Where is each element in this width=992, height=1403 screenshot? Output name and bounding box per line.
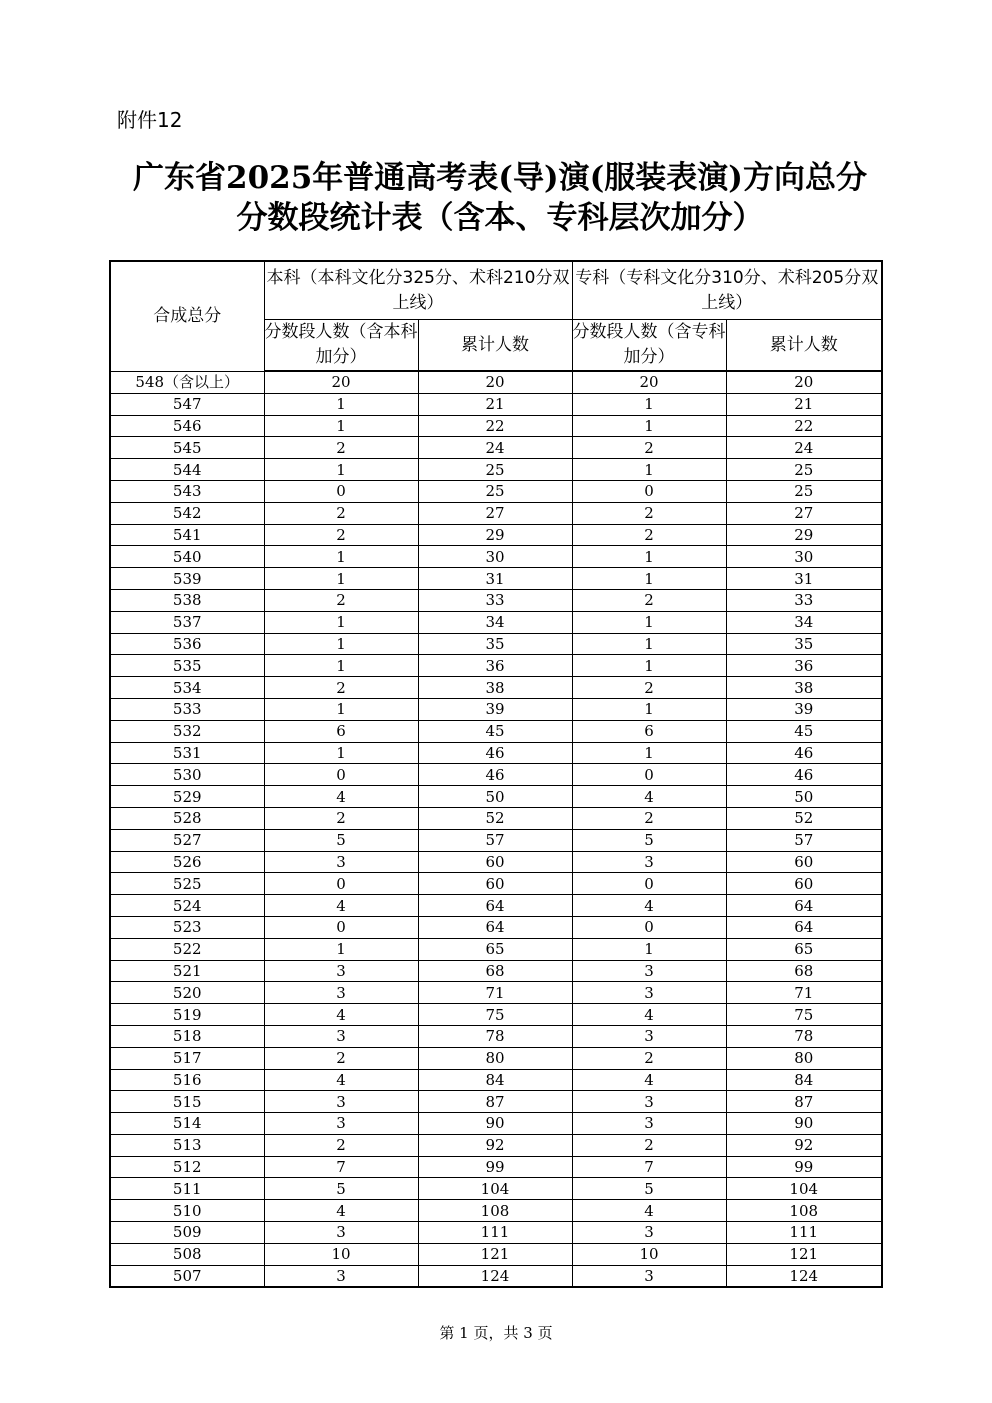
junior-cumulative-cell: 60 [726,873,882,895]
table-row [110,1178,882,1200]
score-cell: 536 [110,633,264,655]
undergrad-count-cell: 3 [264,1025,418,1047]
junior-cumulative-cell: 99 [726,1156,882,1178]
undergrad-count-cell: 4 [264,1200,418,1222]
undergrad-count-cell: 2 [264,524,418,546]
junior-count-cell: 4 [572,1004,726,1026]
junior-count-cell: 1 [572,415,726,437]
junior-cumulative-cell: 60 [726,851,882,873]
header-score: 合成总分 [110,261,264,371]
junior-cumulative-cell: 25 [726,459,882,481]
undergrad-count-cell: 2 [264,589,418,611]
undergrad-cumulative-cell: 80 [418,1047,572,1069]
junior-cumulative-cell: 121 [726,1243,882,1265]
junior-count-cell: 2 [572,524,726,546]
junior-cumulative-cell: 87 [726,1091,882,1113]
score-cell: 515 [110,1091,264,1113]
junior-count-cell: 3 [572,1222,726,1244]
score-cell: 521 [110,960,264,982]
undergrad-cumulative-cell: 84 [418,1069,572,1091]
table-row [110,1025,882,1047]
undergrad-count-cell: 1 [264,742,418,764]
undergrad-cumulative-cell: 45 [418,720,572,742]
junior-count-cell: 0 [572,480,726,502]
table-row [110,1243,882,1265]
junior-count-cell: 3 [572,1091,726,1113]
score-cell: 544 [110,459,264,481]
table-row [110,1200,882,1222]
score-cell: 542 [110,502,264,524]
junior-count-cell: 2 [572,502,726,524]
undergrad-cumulative-cell: 46 [418,764,572,786]
undergrad-cumulative-cell: 121 [418,1243,572,1265]
undergrad-count-cell: 4 [264,1004,418,1026]
undergrad-cumulative-cell: 21 [418,393,572,415]
table-row [110,633,882,655]
undergrad-cumulative-cell: 57 [418,829,572,851]
score-cell: 548（含以上） [110,371,264,393]
table-row [110,480,882,502]
score-cell: 522 [110,938,264,960]
junior-count-cell: 1 [572,546,726,568]
score-cell: 520 [110,982,264,1004]
score-cell: 532 [110,720,264,742]
table-row [110,437,882,459]
junior-count-cell: 2 [572,677,726,699]
header-undergrad-cumulative: 累计人数 [418,320,572,372]
score-cell: 531 [110,742,264,764]
junior-count-cell: 4 [572,786,726,808]
junior-count-cell: 1 [572,393,726,415]
junior-count-cell: 2 [572,437,726,459]
undergrad-count-cell: 2 [264,437,418,459]
undergrad-cumulative-cell: 104 [418,1178,572,1200]
junior-cumulative-cell: 124 [726,1265,882,1287]
table-row [110,1004,882,1026]
undergrad-count-cell: 1 [264,698,418,720]
undergrad-cumulative-cell: 27 [418,502,572,524]
undergrad-cumulative-cell: 92 [418,1134,572,1156]
score-cell: 537 [110,611,264,633]
junior-cumulative-cell: 38 [726,677,882,699]
undergrad-count-cell: 20 [264,371,418,393]
junior-cumulative-cell: 92 [726,1134,882,1156]
undergrad-cumulative-cell: 34 [418,611,572,633]
junior-count-cell: 1 [572,742,726,764]
undergrad-count-cell: 0 [264,873,418,895]
table-row [110,415,882,437]
junior-count-cell: 1 [572,938,726,960]
junior-count-cell: 0 [572,764,726,786]
junior-count-cell: 5 [572,829,726,851]
score-cell: 543 [110,480,264,502]
table-row [110,1091,882,1113]
junior-cumulative-cell: 64 [726,916,882,938]
junior-count-cell: 2 [572,807,726,829]
undergrad-count-cell: 3 [264,982,418,1004]
junior-count-cell: 2 [572,1047,726,1069]
junior-count-cell: 1 [572,633,726,655]
table-row [110,807,882,829]
junior-count-cell: 1 [572,698,726,720]
score-cell: 526 [110,851,264,873]
table-row [110,371,882,393]
junior-cumulative-cell: 84 [726,1069,882,1091]
junior-count-cell: 6 [572,720,726,742]
undergrad-count-cell: 1 [264,611,418,633]
undergrad-count-cell: 3 [264,1113,418,1135]
undergrad-cumulative-cell: 68 [418,960,572,982]
junior-count-cell: 4 [572,1200,726,1222]
undergrad-cumulative-cell: 111 [418,1222,572,1244]
undergrad-cumulative-cell: 29 [418,524,572,546]
header-junior-cumulative: 累计人数 [726,320,882,372]
undergrad-count-cell: 10 [264,1243,418,1265]
page-footer: 第 1 页，共 3 页 [439,1324,553,1342]
junior-cumulative-cell: 68 [726,960,882,982]
junior-count-cell: 0 [572,916,726,938]
undergrad-count-cell: 2 [264,677,418,699]
undergrad-count-cell: 3 [264,1265,418,1287]
title-line-1: 广东省2025年普通高考表(导)演(服装表演)方向总分 [133,160,867,196]
score-cell: 523 [110,916,264,938]
score-cell: 511 [110,1178,264,1200]
header-junior-count: 分数段人数（含专科加分） [572,320,726,372]
undergrad-cumulative-cell: 31 [418,568,572,590]
junior-cumulative-cell: 29 [726,524,882,546]
undergrad-count-cell: 6 [264,720,418,742]
table-row [110,568,882,590]
score-distribution-table [109,260,883,1288]
junior-cumulative-cell: 57 [726,829,882,851]
undergrad-count-cell: 1 [264,655,418,677]
undergrad-cumulative-cell: 24 [418,437,572,459]
undergrad-count-cell: 2 [264,1134,418,1156]
undergrad-count-cell: 0 [264,480,418,502]
attachment-label: 附件12 [117,108,183,132]
score-cell: 507 [110,1265,264,1287]
table-row [110,655,882,677]
undergrad-cumulative-cell: 60 [418,873,572,895]
junior-cumulative-cell: 30 [726,546,882,568]
undergrad-count-cell: 3 [264,851,418,873]
undergrad-count-cell: 1 [264,568,418,590]
junior-count-cell: 4 [572,1069,726,1091]
junior-count-cell: 1 [572,611,726,633]
score-cell: 509 [110,1222,264,1244]
table-row [110,982,882,1004]
undergrad-cumulative-cell: 25 [418,459,572,481]
undergrad-count-cell: 2 [264,807,418,829]
undergrad-cumulative-cell: 52 [418,807,572,829]
undergrad-count-cell: 0 [264,764,418,786]
undergrad-count-cell: 1 [264,393,418,415]
header-undergrad: 本科（本科文化分325分、术科210分双上线） [264,261,572,320]
junior-cumulative-cell: 22 [726,415,882,437]
undergrad-cumulative-cell: 38 [418,677,572,699]
junior-count-cell: 4 [572,895,726,917]
score-cell: 517 [110,1047,264,1069]
undergrad-cumulative-cell: 39 [418,698,572,720]
junior-cumulative-cell: 35 [726,633,882,655]
table-row [110,1156,882,1178]
score-cell: 540 [110,546,264,568]
junior-cumulative-cell: 52 [726,807,882,829]
undergrad-count-cell: 4 [264,1069,418,1091]
header-undergrad-count: 分数段人数（含本科加分） [264,320,418,372]
table-row [110,1069,882,1091]
score-cell: 545 [110,437,264,459]
undergrad-count-cell: 1 [264,415,418,437]
undergrad-cumulative-cell: 60 [418,851,572,873]
junior-count-cell: 2 [572,589,726,611]
junior-count-cell: 5 [572,1178,726,1200]
score-cell: 547 [110,393,264,415]
table-row [110,502,882,524]
score-cell: 546 [110,415,264,437]
undergrad-cumulative-cell: 46 [418,742,572,764]
page-title [100,158,900,238]
undergrad-cumulative-cell: 90 [418,1113,572,1135]
junior-count-cell: 1 [572,655,726,677]
junior-count-cell: 10 [572,1243,726,1265]
undergrad-count-cell: 3 [264,1222,418,1244]
undergrad-cumulative-cell: 35 [418,633,572,655]
table-row [110,1265,882,1287]
undergrad-cumulative-cell: 50 [418,786,572,808]
score-cell: 539 [110,568,264,590]
undergrad-cumulative-cell: 30 [418,546,572,568]
score-cell: 528 [110,807,264,829]
junior-cumulative-cell: 46 [726,764,882,786]
undergrad-count-cell: 1 [264,938,418,960]
header-row-1 [110,261,882,320]
junior-count-cell: 3 [572,1025,726,1047]
junior-count-cell: 3 [572,1265,726,1287]
junior-cumulative-cell: 108 [726,1200,882,1222]
junior-count-cell: 3 [572,960,726,982]
junior-cumulative-cell: 78 [726,1025,882,1047]
score-cell: 534 [110,677,264,699]
junior-cumulative-cell: 80 [726,1047,882,1069]
score-cell: 516 [110,1069,264,1091]
junior-cumulative-cell: 71 [726,982,882,1004]
undergrad-count-cell: 1 [264,459,418,481]
table-row [110,677,882,699]
junior-cumulative-cell: 33 [726,589,882,611]
junior-cumulative-cell: 111 [726,1222,882,1244]
table-row [110,1222,882,1244]
undergrad-cumulative-cell: 71 [418,982,572,1004]
undergrad-cumulative-cell: 33 [418,589,572,611]
junior-cumulative-cell: 36 [726,655,882,677]
junior-cumulative-cell: 65 [726,938,882,960]
table-row [110,393,882,415]
table-row [110,546,882,568]
table-row [110,1134,882,1156]
junior-cumulative-cell: 20 [726,371,882,393]
table-row [110,786,882,808]
score-cell: 514 [110,1113,264,1135]
junior-cumulative-cell: 75 [726,1004,882,1026]
undergrad-count-cell: 4 [264,786,418,808]
junior-count-cell: 3 [572,982,726,1004]
table-row [110,916,882,938]
table-row [110,698,882,720]
undergrad-count-cell: 1 [264,633,418,655]
junior-count-cell: 1 [572,459,726,481]
junior-count-cell: 7 [572,1156,726,1178]
table-row [110,589,882,611]
table-row [110,720,882,742]
score-cell: 510 [110,1200,264,1222]
undergrad-count-cell: 5 [264,1178,418,1200]
junior-count-cell: 20 [572,371,726,393]
table-row [110,611,882,633]
undergrad-count-cell: 5 [264,829,418,851]
table-row [110,742,882,764]
score-cell: 538 [110,589,264,611]
junior-cumulative-cell: 21 [726,393,882,415]
undergrad-count-cell: 0 [264,916,418,938]
undergrad-cumulative-cell: 108 [418,1200,572,1222]
junior-cumulative-cell: 24 [726,437,882,459]
table-body [110,371,882,1287]
score-cell: 518 [110,1025,264,1047]
table-row [110,873,882,895]
table-row [110,851,882,873]
undergrad-count-cell: 4 [264,895,418,917]
score-cell: 527 [110,829,264,851]
table-row [110,938,882,960]
junior-count-cell: 3 [572,1113,726,1135]
undergrad-cumulative-cell: 99 [418,1156,572,1178]
undergrad-count-cell: 2 [264,502,418,524]
table-row [110,829,882,851]
junior-cumulative-cell: 50 [726,786,882,808]
score-cell: 541 [110,524,264,546]
score-cell: 535 [110,655,264,677]
junior-count-cell: 1 [572,568,726,590]
table-row [110,895,882,917]
undergrad-count-cell: 2 [264,1047,418,1069]
junior-count-cell: 2 [572,1134,726,1156]
table-row [110,1047,882,1069]
undergrad-count-cell: 3 [264,960,418,982]
undergrad-count-cell: 1 [264,546,418,568]
junior-cumulative-cell: 34 [726,611,882,633]
junior-cumulative-cell: 46 [726,742,882,764]
title-line-2: 分数段统计表（含本、专科层次加分） [236,200,764,236]
score-cell: 512 [110,1156,264,1178]
undergrad-cumulative-cell: 124 [418,1265,572,1287]
junior-cumulative-cell: 31 [726,568,882,590]
score-cell: 519 [110,1004,264,1026]
undergrad-cumulative-cell: 87 [418,1091,572,1113]
table-row [110,960,882,982]
table-row [110,524,882,546]
score-cell: 529 [110,786,264,808]
score-cell: 513 [110,1134,264,1156]
score-cell: 525 [110,873,264,895]
junior-cumulative-cell: 90 [726,1113,882,1135]
junior-cumulative-cell: 104 [726,1178,882,1200]
undergrad-cumulative-cell: 25 [418,480,572,502]
table-row [110,459,882,481]
junior-cumulative-cell: 27 [726,502,882,524]
undergrad-count-cell: 7 [264,1156,418,1178]
undergrad-cumulative-cell: 22 [418,415,572,437]
undergrad-cumulative-cell: 75 [418,1004,572,1026]
undergrad-count-cell: 3 [264,1091,418,1113]
table-row [110,764,882,786]
score-cell: 524 [110,895,264,917]
header-junior: 专科（专科文化分310分、术科205分双上线） [572,261,882,320]
junior-cumulative-cell: 64 [726,895,882,917]
junior-cumulative-cell: 25 [726,480,882,502]
undergrad-cumulative-cell: 64 [418,895,572,917]
undergrad-cumulative-cell: 20 [418,371,572,393]
undergrad-cumulative-cell: 65 [418,938,572,960]
junior-count-cell: 3 [572,851,726,873]
table-row [110,1113,882,1135]
score-cell: 530 [110,764,264,786]
score-cell: 533 [110,698,264,720]
undergrad-cumulative-cell: 36 [418,655,572,677]
score-cell: 508 [110,1243,264,1265]
undergrad-cumulative-cell: 64 [418,916,572,938]
undergrad-cumulative-cell: 78 [418,1025,572,1047]
junior-count-cell: 0 [572,873,726,895]
junior-cumulative-cell: 39 [726,698,882,720]
junior-cumulative-cell: 45 [726,720,882,742]
